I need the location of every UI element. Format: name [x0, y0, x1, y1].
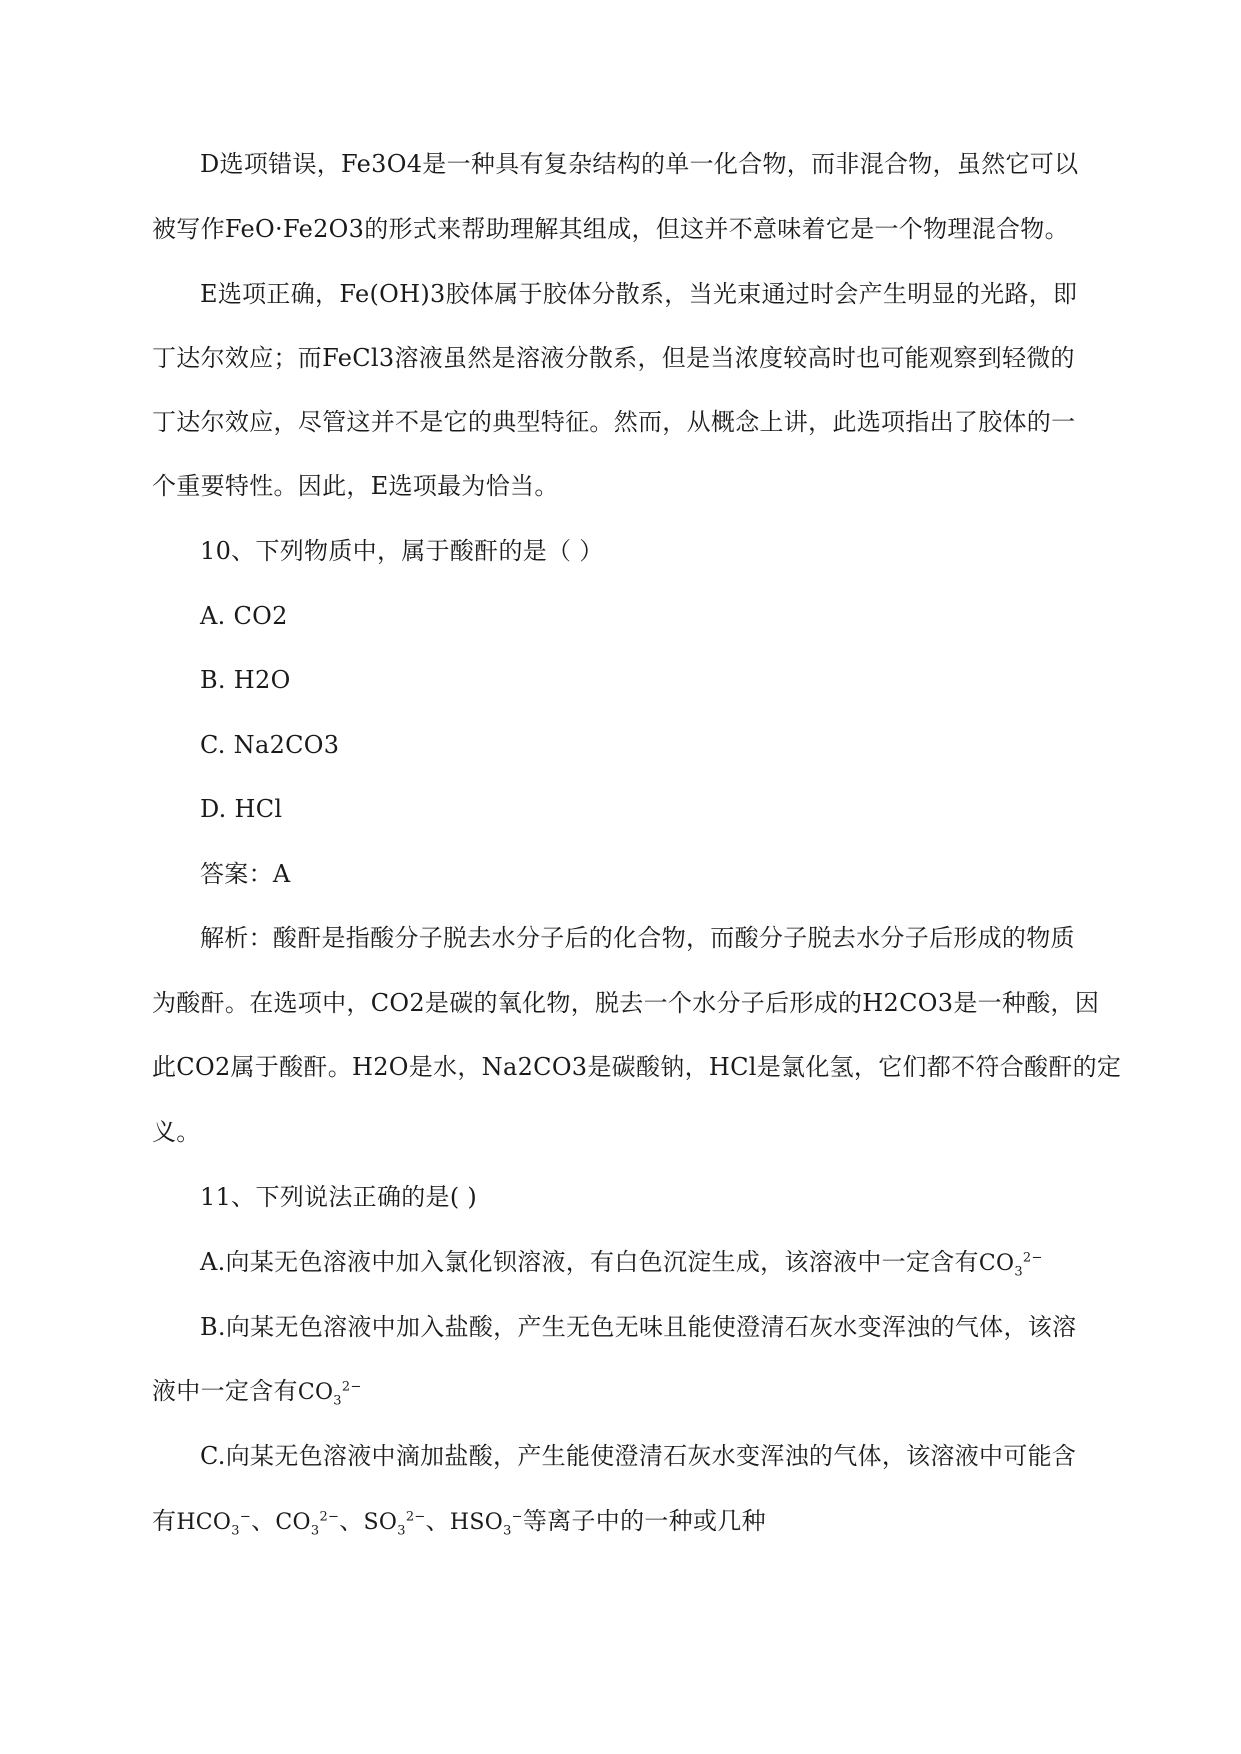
e-option-line-4: 个重要特性。因此，E选项最为恰当。: [152, 472, 559, 500]
q10-option-b: B. H2O: [200, 666, 291, 694]
separator: 、: [339, 1507, 364, 1535]
ion-charge: 2−: [341, 1379, 362, 1395]
e-option-line-2: 丁达尔效应；而FeCl3溶液虽然是溶液分散系，但是当浓度较高时也可能观察到轻微的: [152, 344, 1075, 372]
ion-symbol: CO: [297, 1380, 334, 1405]
q10-analysis-line-3: 此CO2属于酸酐。H2O是水，Na2CO3是碳酸钠，HCl是氯化氢，它们都不符合酸酐的定: [152, 1053, 1122, 1081]
ion-charge: 2−: [1022, 1250, 1043, 1266]
q10-answer: 答案：A: [200, 860, 291, 888]
ion-symbol: SO: [363, 1510, 398, 1535]
q10-option-a: A. CO2: [200, 602, 288, 630]
ion-subscript: 3: [231, 1523, 240, 1539]
q11-option-b-text: 液中一定含有: [152, 1377, 298, 1405]
sulfite-ion: [364, 1507, 426, 1539]
ion-symbol: CO: [978, 1251, 1015, 1276]
ion-subscript: 3: [310, 1523, 320, 1539]
ion-charge: −: [511, 1509, 523, 1525]
d-option-line-1: D选项错误，Fe3O4是一种具有复杂结构的单一化合物，而非混合物，虽然它可以: [200, 150, 1079, 178]
q11-option-b-line-1: B.向某无色溶液中加入盐酸，产生无色无味且能使澄清石灰水变浑浊的气体，该溶: [200, 1313, 1077, 1341]
q10-stem: 10、下列物质中，属于酸酐的是（ ）: [200, 537, 604, 565]
q10-analysis-line-2: 为酸酐。在选项中，CO2是碳的氧化物，脱去一个水分子后形成的H2CO3是一种酸，因: [152, 989, 1100, 1017]
ion-symbol: HCO: [176, 1510, 232, 1535]
ion-subscript: 3: [1014, 1264, 1023, 1280]
ion-subscript: 3: [333, 1393, 342, 1409]
q11-stem: 11、下列说法正确的是( ): [200, 1183, 478, 1211]
q10-option-d: D. HCl: [200, 795, 283, 823]
q11-option-c-prefix: 有: [152, 1507, 177, 1535]
separator: 、: [251, 1507, 276, 1535]
q11-option-c-suffix: 等离子中的一种或几种: [522, 1507, 766, 1535]
ion-subscript: 3: [503, 1523, 512, 1539]
q11-option-c-line-1: C.向某无色溶液中滴加盐酸，产生能使澄清石灰水变浑浊的气体，该溶液中可能含: [200, 1442, 1077, 1470]
q10-analysis-line-4: 义。: [152, 1118, 201, 1146]
ion-symbol: CO: [275, 1510, 311, 1535]
q11-option-a-text: A.向某无色溶液中加入氯化钡溶液，有白色沉淀生成，该溶液中一定含有: [200, 1248, 979, 1276]
q11-option-c-line-2: [152, 1505, 1092, 1539]
carbonate-ion: [275, 1507, 339, 1539]
e-option-line-3: 丁达尔效应，尽管这并不是它的典型特征。然而，从概念上讲，此选项指出了胶体的一: [152, 408, 1076, 436]
q11-option-b-line-2: [152, 1375, 1092, 1409]
q10-option-c: C. Na2CO3: [200, 731, 340, 759]
carbonate-ion: [298, 1377, 362, 1409]
ion-charge: 2−: [319, 1509, 340, 1525]
q11-option-a: [200, 1246, 1140, 1280]
bisulfite-ion: [450, 1507, 523, 1539]
bicarbonate-ion: [176, 1507, 251, 1539]
ion-symbol: HSO: [449, 1510, 504, 1535]
ion-charge: −: [239, 1509, 252, 1525]
e-option-line-1: E选项正确，Fe(OH)3胶体属于胶体分散系，当光束通过时会产生明显的光路，即: [200, 280, 1078, 308]
q10-analysis-line-1: 解析：酸酐是指酸分子脱去水分子后的化合物，而酸分子脱去水分子后形成的物质: [200, 924, 1075, 952]
ion-charge: 2−: [405, 1509, 426, 1525]
ion-subscript: 3: [397, 1523, 406, 1539]
carbonate-ion: [979, 1248, 1043, 1280]
d-option-line-2: 被写作FeO·Fe2O3的形式来帮助理解其组成，但这并不意味着它是一个物理混合物。: [152, 215, 1069, 243]
separator: 、: [425, 1507, 450, 1535]
